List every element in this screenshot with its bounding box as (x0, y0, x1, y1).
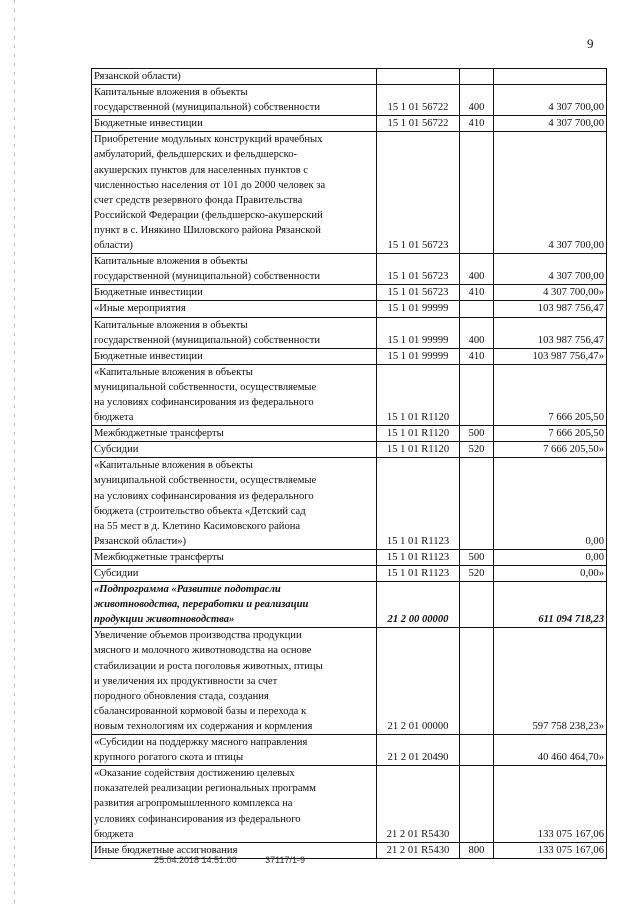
row-expense-type-cell: 520 (460, 566, 494, 582)
row-amount-cell: 0,00 (494, 458, 607, 550)
table-row (92, 458, 607, 550)
table-row (92, 766, 607, 842)
row-amount-cell: 4 307 700,00 (494, 85, 607, 116)
row-expense-type-cell: 800 (460, 842, 494, 858)
row-expense-type-cell (460, 458, 494, 550)
row-amount-cell: 0,00 (494, 549, 607, 565)
row-code-cell: 15 1 01 R1123 (377, 566, 460, 582)
table-row (92, 566, 607, 582)
row-amount-cell: 103 987 756,47 (494, 301, 607, 317)
table-row (92, 132, 607, 254)
table-row (92, 628, 607, 735)
row-code-cell: 15 1 01 R1120 (377, 442, 460, 458)
row-code-cell: 15 1 01 56722 (377, 116, 460, 132)
row-code-cell: 15 1 01 R1120 (377, 364, 460, 425)
row-name-cell: Бюджетные инвестиции (92, 348, 377, 364)
row-amount-cell: 4 307 700,00 (494, 254, 607, 285)
row-amount-cell: 597 758 238,23» (494, 628, 607, 735)
table-row (92, 442, 607, 458)
row-code-cell: 15 1 01 R1123 (377, 458, 460, 550)
row-name-cell: Межбюджетные трансферты (92, 549, 377, 565)
row-name-cell: Капитальные вложения в объекты государственной (муниципальной) собственности (92, 85, 377, 116)
row-code-cell: 21 2 00 00000 (377, 582, 460, 628)
row-code-cell: 21 2 01 00000 (377, 628, 460, 735)
row-amount-cell: 4 307 700,00 (494, 116, 607, 132)
row-name-cell: Субсидии (92, 442, 377, 458)
row-name-cell: «Капитальные вложения в объекты муниципальной собственности, осуществляемые на условиях софинансирования из федерального бюджета (92, 364, 377, 425)
row-code-cell: 21 2 01 R5430 (377, 766, 460, 842)
table-row (92, 348, 607, 364)
row-name-cell: «Подпрограмма «Развитие подотрасли животноводства, переработки и реализации продукции животноводства» (92, 582, 377, 628)
row-expense-type-cell (460, 364, 494, 425)
row-code-cell: 15 1 01 99999 (377, 348, 460, 364)
row-expense-type-cell (460, 132, 494, 254)
row-expense-type-cell: 410 (460, 285, 494, 301)
row-expense-type-cell (460, 735, 494, 766)
row-code-cell: 15 1 01 56723 (377, 254, 460, 285)
row-expense-type-cell: 500 (460, 426, 494, 442)
table-row (92, 735, 607, 766)
row-expense-type-cell (460, 301, 494, 317)
row-expense-type-cell (460, 766, 494, 842)
row-code-cell: 15 1 01 56723 (377, 132, 460, 254)
table-row (92, 254, 607, 285)
table-row (92, 116, 607, 132)
row-amount-cell: 103 987 756,47» (494, 348, 607, 364)
row-code-cell (377, 69, 460, 85)
scan-margin-line (14, 0, 15, 905)
row-code-cell: 15 1 01 99999 (377, 317, 460, 348)
table-row (92, 582, 607, 628)
table-row (92, 69, 607, 85)
row-expense-type-cell (460, 628, 494, 735)
row-expense-type-cell (460, 69, 494, 85)
footer-doc-id: 37117/1-9 (265, 855, 305, 865)
row-code-cell: 21 2 01 20490 (377, 735, 460, 766)
row-name-cell: Бюджетные инвестиции (92, 116, 377, 132)
row-code-cell: 15 1 01 R1120 (377, 426, 460, 442)
row-expense-type-cell: 400 (460, 317, 494, 348)
page-number: 9 (587, 36, 594, 51)
page-footer (154, 855, 331, 865)
row-name-cell: «Оказание содействия достижению целевых показателей реализации региональных программ развития агропромышленного комплекса на условиях софинансирования из федерального бюджета (92, 766, 377, 842)
table-row (92, 364, 607, 425)
table-row (92, 317, 607, 348)
footer-timestamp: 25.04.2018 14:51:00 (154, 855, 237, 865)
row-name-cell: Субсидии (92, 566, 377, 582)
row-name-cell: Увеличение объемов производства продукции мясного и молочного животноводства на основе стабилизации и роста поголовья животных, птицы и увеличения их продуктивности за счет породного обновления стада, создания сбалансированной кормовой базы и перехода к новым технологиям их содержания и кормления (92, 628, 377, 735)
row-name-cell: Бюджетные инвестиции (92, 285, 377, 301)
row-name-cell: Капитальные вложения в объекты государственной (муниципальной) собственности (92, 254, 377, 285)
row-expense-type-cell: 410 (460, 348, 494, 364)
row-expense-type-cell (460, 582, 494, 628)
row-amount-cell: 133 075 167,06 (494, 842, 607, 858)
row-expense-type-cell: 400 (460, 254, 494, 285)
row-expense-type-cell: 400 (460, 85, 494, 116)
row-name-cell: Приобретение модульных конструкций врачебных амбулаторий, фельдшерских и фельдшерско- акушерских пунктов для населенных пунктов с численностью населения от 101 до 2000 человек за счет средств резервного фонда Правительства Российской Федерации (фельдшерско-акушерский пункт в с. Инякино Шиловского района Рязанской области) (92, 132, 377, 254)
row-code-cell: 21 2 01 R5430 (377, 842, 460, 858)
row-amount-cell: 103 987 756,47 (494, 317, 607, 348)
row-code-cell: 15 1 01 56723 (377, 285, 460, 301)
row-amount-cell: 40 460 464,70» (494, 735, 607, 766)
row-amount-cell: 611 094 718,23 (494, 582, 607, 628)
table-row (92, 285, 607, 301)
row-name-cell: Рязанской области) (92, 69, 377, 85)
row-amount-cell: 4 307 700,00» (494, 285, 607, 301)
row-name-cell: Капитальные вложения в объекты государственной (муниципальной) собственности (92, 317, 377, 348)
row-code-cell: 15 1 01 99999 (377, 301, 460, 317)
row-name-cell: Иные бюджетные ассигнования (92, 842, 377, 858)
row-code-cell: 15 1 01 56722 (377, 85, 460, 116)
budget-table-body (92, 69, 607, 859)
row-amount-cell: 0,00» (494, 566, 607, 582)
budget-table (91, 68, 607, 859)
row-expense-type-cell: 500 (460, 549, 494, 565)
table-row (92, 549, 607, 565)
row-code-cell: 15 1 01 R1123 (377, 549, 460, 565)
row-amount-cell: 4 307 700,00 (494, 132, 607, 254)
row-amount-cell (494, 69, 607, 85)
row-amount-cell: 7 666 205,50 (494, 426, 607, 442)
table-row (92, 426, 607, 442)
table-row (92, 301, 607, 317)
row-expense-type-cell: 520 (460, 442, 494, 458)
table-row (92, 85, 607, 116)
row-amount-cell: 7 666 205,50 (494, 364, 607, 425)
row-amount-cell: 133 075 167,06 (494, 766, 607, 842)
row-amount-cell: 7 666 205,50» (494, 442, 607, 458)
row-name-cell: «Субсидии на поддержку мясного направления крупного рогатого скота и птицы (92, 735, 377, 766)
row-name-cell: «Иные мероприятия (92, 301, 377, 317)
row-name-cell: Межбюджетные трансферты (92, 426, 377, 442)
row-name-cell: «Капитальные вложения в объекты муниципальной собственности, осуществляемые на условиях софинансирования из федерального бюджета (строительство объекта «Детский сад на 55 мест в д. Клетино Касимовского района Рязанской области») (92, 458, 377, 550)
row-expense-type-cell: 410 (460, 116, 494, 132)
